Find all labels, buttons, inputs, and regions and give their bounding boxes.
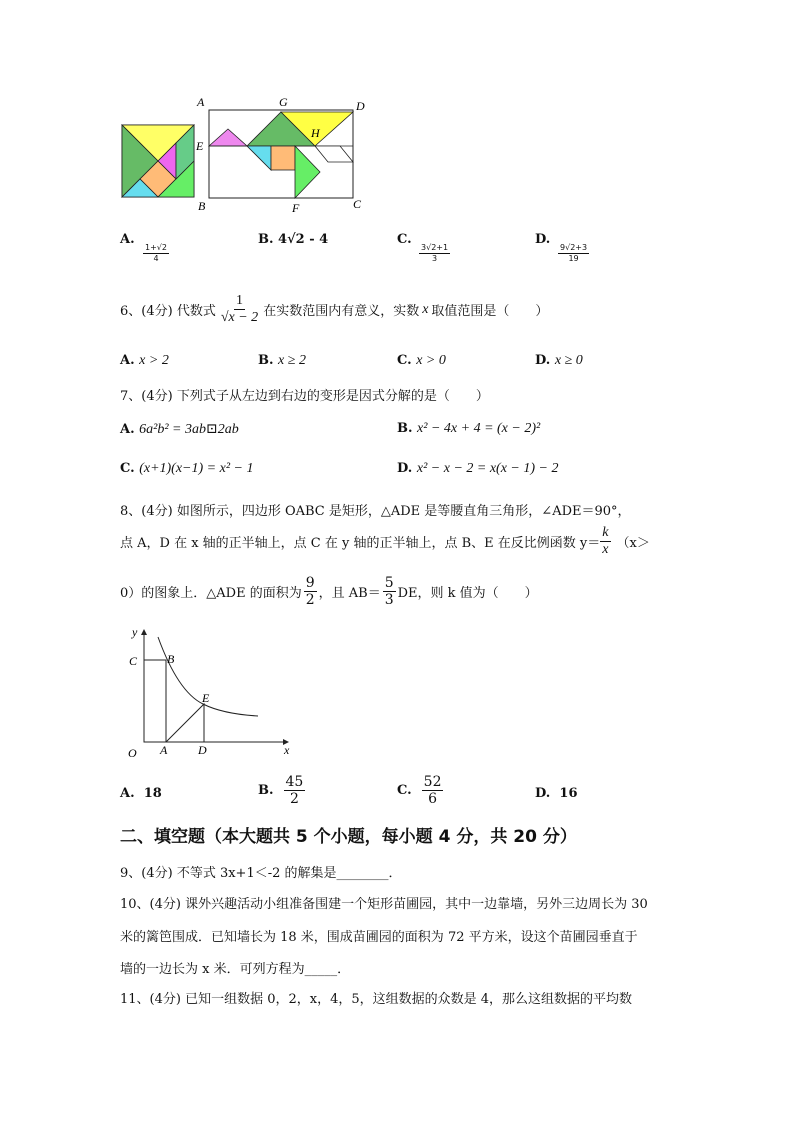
tangram-rectangle: [209, 110, 353, 198]
q10-line2: 米的篱笆围成．已知墙长为 18 米，围成苗圃园的面积为 72 平方米，设这个苗圃园垂直于: [120, 930, 638, 945]
q8-line1: 8、(4分) 如图所示，四边形 OABC 是矩形，△ADE 是等腰直角三角形，∠ADE＝90°，: [120, 504, 631, 519]
graph-label-c: C: [129, 654, 138, 668]
q5-option-c-value: $\frac{3√2+1}{3}$: [421, 243, 449, 263]
q6-option-a[interactable]: A. x > 2: [120, 353, 169, 368]
label-d: D: [356, 99, 365, 113]
graph-label-a: A: [160, 743, 168, 757]
q6-option-c[interactable]: C. x > 0: [397, 353, 446, 368]
question-11: 11、(4分) 已知一组数据 0，2，x，4，5，这组数据的众数是 4，那么这组数据的平均数: [120, 992, 633, 1007]
q5-option-d[interactable]: D.: [535, 232, 551, 247]
label-c: C: [353, 197, 362, 211]
tangram-square: [122, 125, 194, 197]
label-f: F: [292, 201, 300, 215]
q5-option-c[interactable]: C.: [397, 232, 412, 247]
q7-option-b[interactable]: B. x² − 4x + 4 = (x − 2)²: [397, 421, 541, 436]
graph-label-b: B: [167, 652, 175, 666]
q10-line1: 10、(4分) 课外兴趣活动小组准备围建一个矩形苗圃园，其中一边靠墙，另外三边周长为 30: [120, 897, 648, 912]
question-7: 7、(4分) 下列式子从左边到右边的变形是因式分解的是（ ）: [120, 389, 489, 404]
q8-option-a[interactable]: A. 18: [120, 786, 162, 801]
graph-label-d: D: [198, 743, 207, 757]
tangram-figure: [110, 92, 380, 222]
section-2-title: 二、填空题（本大题共 5 个小题，每小题 4 分，共 20 分）: [120, 827, 577, 847]
q5-option-a[interactable]: A.: [120, 232, 135, 247]
q5-option-d-value: $\frac{9√2+3}{19}$: [560, 243, 588, 263]
question-9: 9、(4分) 不等式 3x+1＜-2 的解集是________．: [120, 866, 402, 881]
rectangle-oabc: [144, 660, 166, 742]
q8-option-b[interactable]: B. $\frac{45}{2}$: [258, 774, 304, 807]
label-h: H: [311, 126, 320, 140]
q6-option-d[interactable]: D. x ≥ 0: [535, 353, 583, 368]
label-b: B: [198, 199, 206, 213]
q8-graph: [118, 622, 298, 764]
q7-option-c[interactable]: C. (x+1)(x−1) = x² − 1: [120, 461, 254, 476]
q6-option-b[interactable]: B. x ≥ 2: [258, 353, 306, 368]
q6-suffix2: 取值范围是（ ）: [431, 304, 549, 319]
label-e: E: [196, 139, 204, 153]
q5-option-a-value: $\frac{1+√2}{4}$: [145, 243, 167, 263]
label-g: G: [279, 95, 288, 109]
question-6: 6、(4分) 代数式 $\frac{1}{√x - 2}$ 在实数范围内有意义，实数 x 取值范围是（ ）: [120, 293, 549, 325]
graph-label-y: y: [132, 625, 138, 639]
q5-option-b[interactable]: B. 4√2 - 4: [258, 232, 329, 247]
graph-label-x: x: [284, 743, 290, 757]
label-a: A: [197, 95, 205, 109]
q8-line3: 0）的图象上．△ADE 的面积为 $\frac{9}{2}$ ，且 AB＝ $\frac{5}{3}$ DE，则 k 值为（ ）: [120, 575, 538, 608]
q6-suffix: 在实数范围内有意义，实数: [263, 304, 420, 319]
triangle-ade: [166, 704, 204, 742]
q8-option-d[interactable]: D. 16: [535, 786, 578, 801]
q7-option-a[interactable]: A. 6a²b² = 3ab⊡2ab: [120, 422, 239, 437]
q7-option-d[interactable]: D. x² − x − 2 = x(x − 1) − 2: [397, 461, 559, 476]
q8-option-c[interactable]: C. $\frac{52}{6}$: [397, 774, 442, 807]
q6-prefix: 6、(4分) 代数式: [120, 304, 216, 319]
q8-line2: 点 A，D 在 x 轴的正半轴上，点 C 在 y 轴的正半轴上，点 B、E 在反比例函数 y＝ $\frac{k}{x}$ （x＞: [120, 525, 650, 557]
q10-line3: 墙的一边长为 x 米．可列方程为_____．: [120, 962, 351, 977]
graph-label-e: E: [202, 691, 210, 705]
graph-label-o: O: [128, 746, 137, 760]
q6-variable: x: [422, 301, 429, 317]
